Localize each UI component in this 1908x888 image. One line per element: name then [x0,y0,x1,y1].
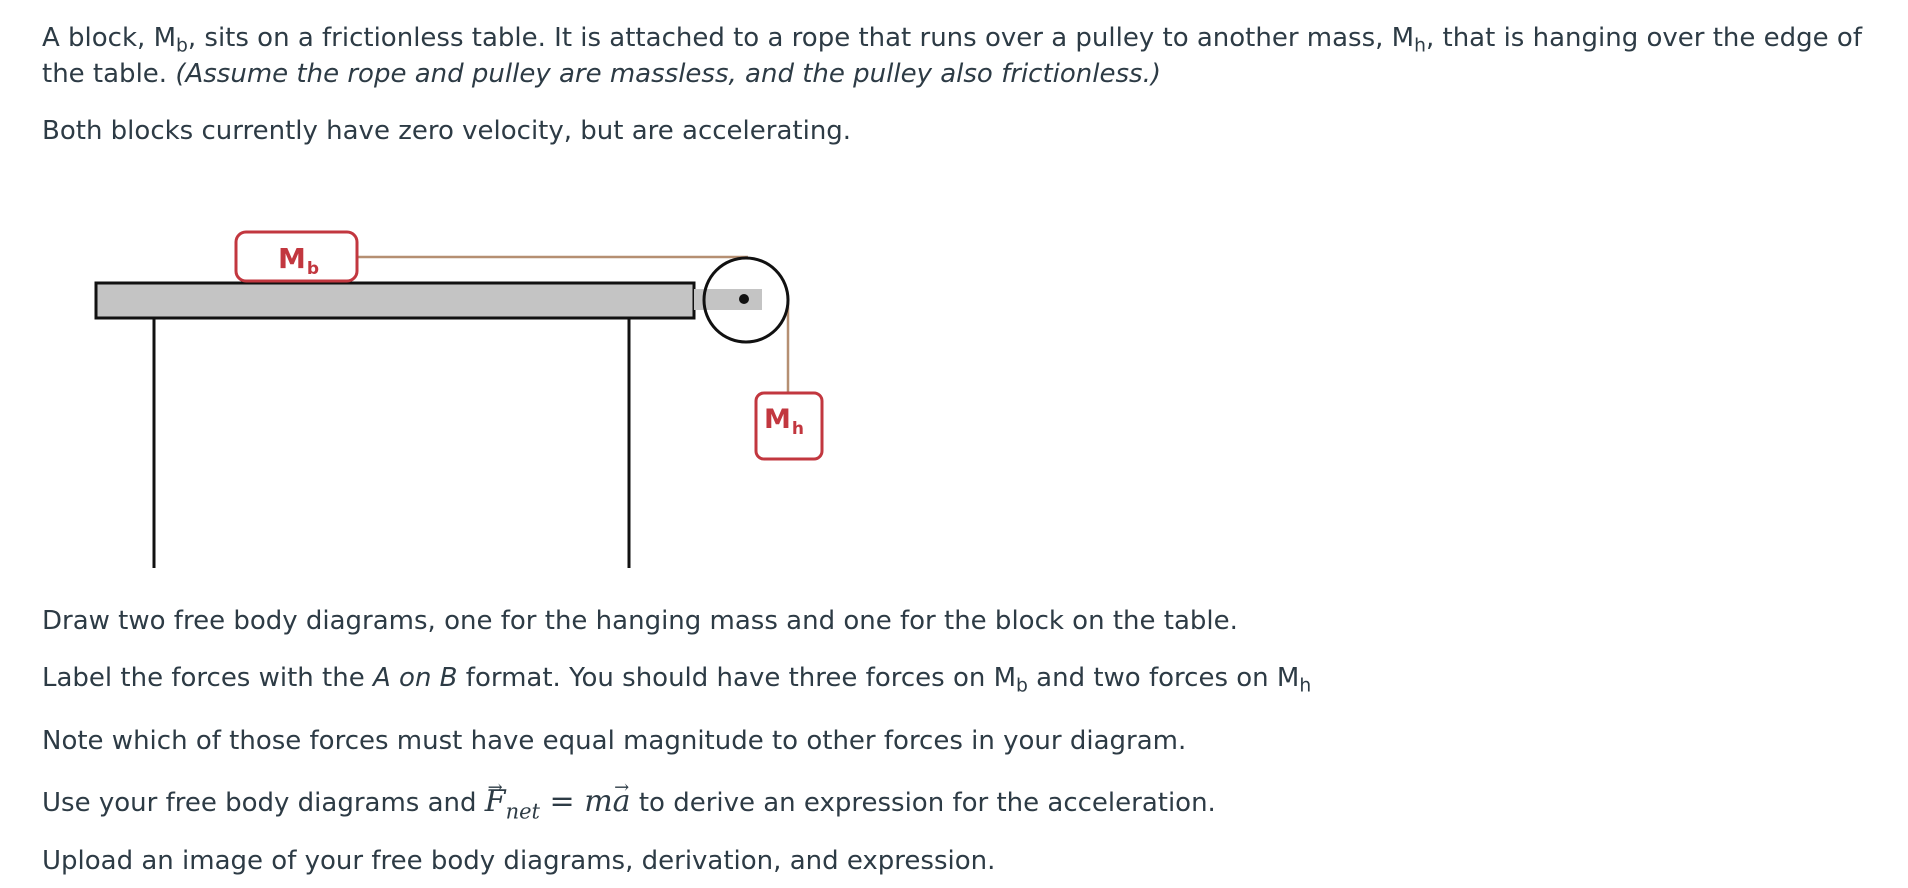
acceleration-symbol: a [612,784,631,819]
label-text-2: format. You should have three forces on M [457,663,1017,693]
subscript-h: h [1299,675,1312,697]
subscript-b: b [1016,675,1028,697]
subscript-b: b [176,35,188,57]
mass-symbol: m [584,784,613,819]
label-text: Label the forces with the [42,663,373,693]
force-symbol: F [484,784,506,819]
state-paragraph: Both blocks currently have zero velocity, but are accelerating. [42,116,852,146]
format-example: A on B [372,663,458,693]
net-subscript: net [505,799,540,824]
label-text-3: and two forces on M [1027,663,1300,693]
intro-text-2: , sits on a frictionless table. It is attached to a rope that runs over a pulley to another mass, M [187,23,1415,53]
draw-instruction: Draw two free body diagrams, one for the hanging mass and one for the block on the table. [42,606,1238,636]
equals-sign: = [540,784,585,819]
intro-text-3: , that is hanging over the edge of the table. [42,23,1862,89]
intro-text: A block, M [42,23,176,53]
pulley-axle [739,294,749,304]
subscript-h: h [1414,35,1426,57]
table-block-label: $M_b$ [278,242,320,279]
use-text-2: to derive an expression for the acceleration. [630,788,1216,818]
assumption-note: (Assume the rope and pulley are massless, and the pulley also frictionless.) [175,59,1161,89]
hanging-block-label: $M_h$ [764,404,804,439]
use-text: Use your free body diagrams and [42,788,485,818]
note-instruction: Note which of those forces must have equal magnitude to other forces in your diagram. [42,726,1187,756]
upload-instruction: Upload an image of your free body diagrams, derivation, and expression. [42,846,996,876]
table-top [96,283,694,318]
